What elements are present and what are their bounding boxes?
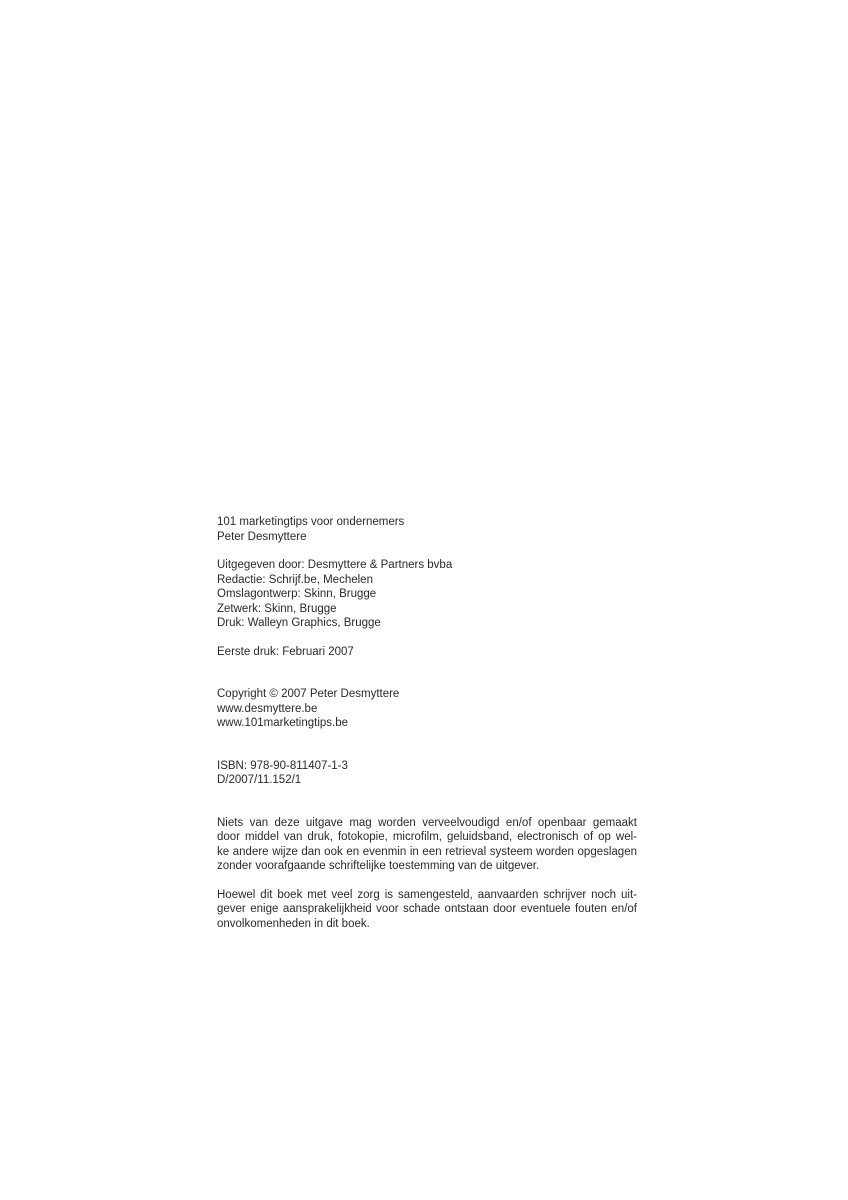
liability-disclaimer-line: gever enige aansprakelijkheid voor schade ontstaan door eventuele fouten en/of — [217, 903, 637, 915]
publisher-credit: Uitgegeven door: Desmyttere & Partners bvba — [217, 559, 453, 571]
book-author: Peter Desmyttere — [217, 530, 307, 543]
cover-design-credit: Omslagontwerp: Skinn, Brugge — [217, 588, 377, 600]
legal-depot-number: D/2007/11.152/1 — [217, 774, 302, 786]
liability-disclaimer-line: Hoewel dit boek met veel zorg is samengesteld, aanvaarden schrijver noch uit- — [217, 888, 637, 901]
printing-credit: Druk: Walleyn Graphics, Brugge — [217, 617, 381, 629]
liability-disclaimer-line: onvolkomenheden in dit boek. — [217, 917, 370, 930]
credits-block — [217, 558, 637, 631]
website-link: www.101marketingtips.be — [217, 717, 349, 729]
reproduction-notice-line: door middel van druk, fotokopie, microfilm, geluidsband, electronisch of op wel- — [217, 831, 637, 843]
copyright-notice: Copyright © 2007 Peter Desmyttere — [217, 688, 400, 700]
liability-disclaimer — [217, 888, 637, 932]
editing-credit: Redactie: Schrijf.be, Mechelen — [217, 573, 373, 586]
typesetting-credit: Zetwerk: Skinn, Brugge — [217, 602, 337, 615]
edition-block — [217, 645, 637, 660]
copyright-block — [217, 687, 637, 731]
reproduction-notice-line: zonder voorafgaande schriftelijke toestemming van de uitgever. — [217, 860, 540, 872]
reproduction-notice-line: Niets van deze uitgave mag worden verveelvoudigd en/of openbaar gemaakt — [217, 816, 637, 829]
first-print-date: Eerste druk: Februari 2007 — [217, 645, 354, 658]
book-title: 101 marketingtips voor ondernemers — [217, 516, 405, 528]
title-block — [217, 515, 637, 544]
reproduction-notice-line: ke andere wijze dan ook en evenmin in een retrieval systeem worden opgeslagen — [217, 845, 637, 858]
identifiers-block — [217, 759, 637, 788]
colophon — [217, 515, 637, 931]
isbn-number: ISBN: 978-90-811407-1-3 — [217, 759, 348, 772]
reproduction-notice — [217, 816, 637, 874]
website-link: www.desmyttere.be — [217, 702, 318, 715]
